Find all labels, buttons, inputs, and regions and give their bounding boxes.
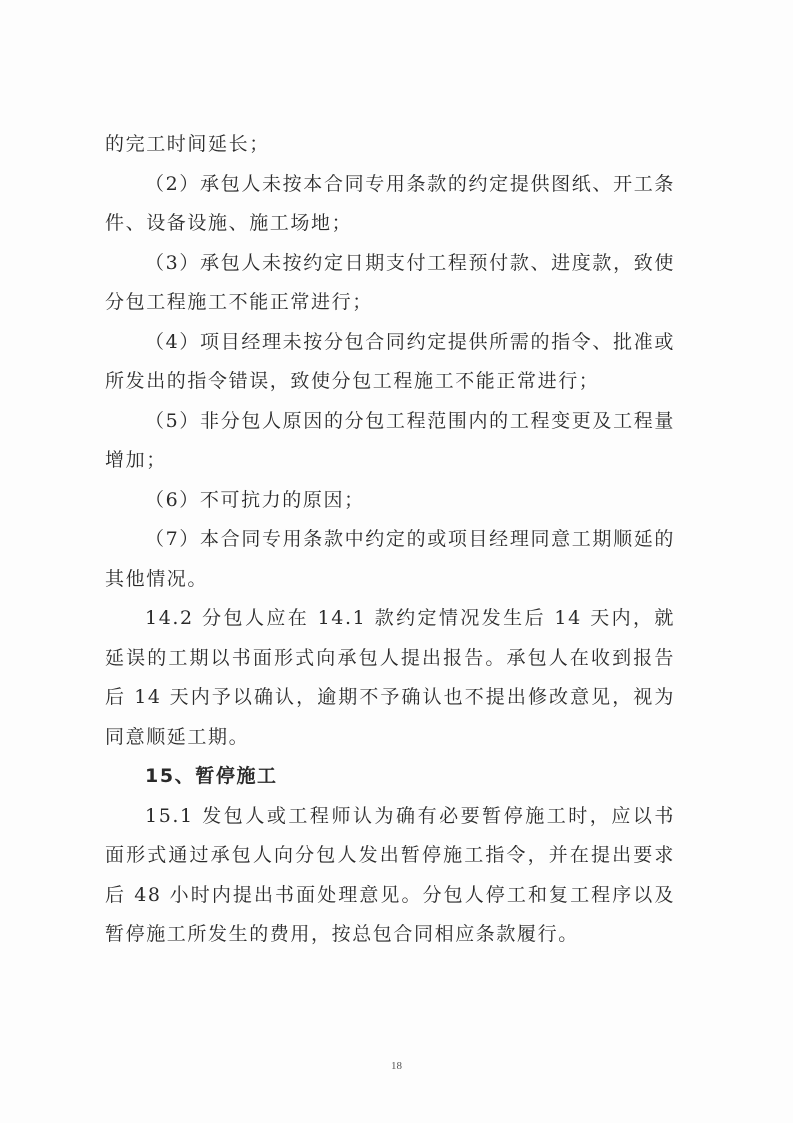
list-item-5: （5）非分包人原因的分包工程范围内的工程变更及工程量增加； (105, 409, 675, 471)
section-heading-15: 15、暂停施工 (145, 765, 278, 787)
clause-14-2: 14.2 分包人应在 14.1 款约定情况发生后 14 天内，就延误的工期以书面形式向承包人提出报告。承包人在收到报告后 14 天内予以确认，逾期不予确认也不提出修改意见，视为同意顺延工期。 (105, 607, 675, 748)
page-number: 18 (391, 1060, 402, 1072)
body-text (105, 125, 675, 955)
list-item-4: （4）项目经理未按分包合同约定提供所需的指令、批准或所发出的指令错误，致使分包工程施工不能正常进行； (105, 330, 675, 392)
paragraph-continuation: 的完工时间延长； (105, 133, 270, 155)
list-item-3: （3）承包人未按约定日期支付工程预付款、进度款，致使分包工程施工不能正常进行； (105, 251, 675, 313)
list-item-6: （6）不可抗力的原因； (145, 488, 365, 511)
list-item-7: （7）本合同专用条款中约定的或项目经理同意工期顺延的其他情况。 (105, 528, 675, 590)
clause-15-1: 15.1 发包人或工程师认为确有必要暂停施工时，应以书面形式通过承包人向分包人发出暂停施工指令，并在提出要求后 48 小时内提出书面处理意见。分包人停工和复工程序以及暂停施工所发生的费用，按总包合同相应条款履行。 (105, 804, 675, 945)
list-item-2: （2）承包人未按本合同专用条款的约定提供图纸、开工条件、设备设施、施工场地； (105, 172, 675, 234)
